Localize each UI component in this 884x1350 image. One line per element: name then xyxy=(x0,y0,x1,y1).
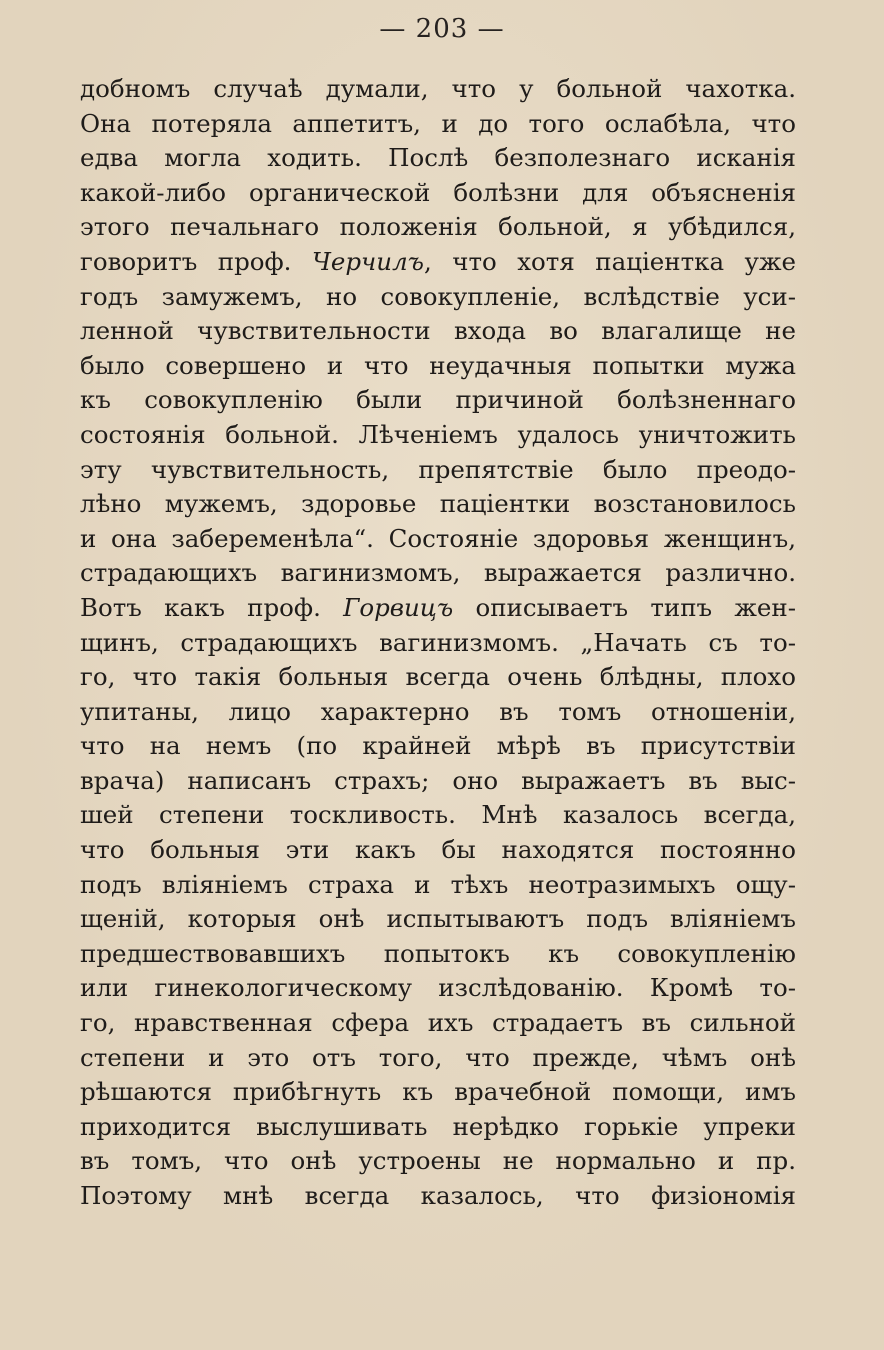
text-span: годъ замужемъ, но совокупленіе, вслѣдствіе уси- xyxy=(80,281,796,311)
text-span: этого печальнаго положенія больной, я убѣдился, xyxy=(80,212,796,242)
text-line xyxy=(80,487,796,522)
text-line xyxy=(80,971,796,1006)
text-span: лѣно мужемъ, здоровье паціентки возстановилось xyxy=(80,489,796,519)
text-line xyxy=(80,1075,796,1110)
text-line xyxy=(80,729,796,764)
text-line xyxy=(80,245,796,280)
text-line xyxy=(80,176,796,211)
text-line xyxy=(80,695,796,730)
text-line xyxy=(80,937,796,972)
text-span: что больныя эти какъ бы находятся постоянно xyxy=(80,835,796,865)
text-line xyxy=(80,833,796,868)
text-span: было совершено и что неудачныя попытки мужа xyxy=(80,350,796,380)
text-line xyxy=(80,1144,796,1179)
text-span: Она потеряла аппетитъ, и до того ослабѣла, что xyxy=(80,108,796,138)
text-span: эту чувствительность, препятствіе было преодо- xyxy=(80,454,796,484)
text-line xyxy=(80,418,796,453)
page-number: — 203 — xyxy=(379,14,505,44)
text-span: и она забеременѣла“. Состояніе здоровья женщинъ, xyxy=(80,523,796,553)
text-span: къ совокупленію были причиной болѣзненнаго xyxy=(80,385,796,415)
text-line xyxy=(80,1179,796,1214)
text-line xyxy=(80,1110,796,1145)
text-line xyxy=(80,210,796,245)
text-span: описываетъ типъ жен- xyxy=(453,592,796,622)
italic-name: Черчилъ xyxy=(311,246,425,276)
text-line xyxy=(80,72,796,107)
text-line xyxy=(80,798,796,833)
text-line xyxy=(80,1006,796,1041)
text-span: или гинекологическому изслѣдованію. Кромѣ то- xyxy=(80,973,796,1003)
text-span: го, нравственная сфера ихъ страдаетъ въ сильной xyxy=(80,1008,796,1038)
text-line xyxy=(80,280,796,315)
text-line xyxy=(80,349,796,384)
text-span: врача) написанъ страхъ; оно выражаетъ въ выс- xyxy=(80,765,796,795)
text-span: предшествовавшихъ попытокъ къ совокупленію xyxy=(80,938,796,968)
text-span: , что хотя паціентка уже xyxy=(424,246,796,276)
text-line xyxy=(80,107,796,142)
text-span: ленной чувствительности входа во влагалище не xyxy=(80,316,796,346)
text-span: страдающихъ вагинизмомъ, выражается различно. xyxy=(80,558,796,588)
text-span: подъ вліяніемъ страха и тѣхъ неотразимыхъ ощу- xyxy=(80,869,796,899)
text-span: щинъ, страдающихъ вагинизмомъ. „Начать съ то- xyxy=(80,627,796,657)
text-span: рѣшаются прибѣгнуть къ врачебной помощи, имъ xyxy=(80,1077,796,1107)
text-line xyxy=(80,626,796,661)
text-span: добномъ случаѣ думали, что у больной чахотка. xyxy=(80,74,796,103)
text-span: Вотъ какъ проф. xyxy=(80,592,344,622)
text-span: упитаны, лицо характерно въ томъ отношеніи, xyxy=(80,696,796,726)
text-line xyxy=(80,453,796,488)
body-text xyxy=(80,72,796,1214)
text-span: шей степени тоскливость. Мнѣ казалось всегда, xyxy=(80,800,796,830)
text-span: говоритъ проф. xyxy=(80,246,312,276)
text-span: едва могла ходить. Послѣ безполезнаго исканія xyxy=(80,143,796,173)
text-line xyxy=(80,902,796,937)
text-line xyxy=(80,868,796,903)
text-line xyxy=(80,1041,796,1076)
text-span: что на немъ (по крайней мѣрѣ въ присутствіи xyxy=(80,731,796,761)
text-line xyxy=(80,764,796,799)
text-line xyxy=(80,314,796,349)
text-span: щеній, которыя онѣ испытываютъ подъ вліяніемъ xyxy=(80,904,796,934)
text-line xyxy=(80,660,796,695)
italic-name: Горвицъ xyxy=(343,592,454,622)
text-span: го, что такія больныя всегда очень блѣдны, плохо xyxy=(80,662,796,692)
text-span: Поэтому мнѣ всегда казалось, что физіономія xyxy=(80,1181,796,1210)
text-span: какой-либо органической болѣзни для объясненія xyxy=(80,177,796,207)
text-line xyxy=(80,556,796,591)
text-span: состоянія больной. Лѣченіемъ удалось уничтожить xyxy=(80,419,796,449)
text-span: въ томъ, что онѣ устроены не нормально и пр. xyxy=(80,1146,796,1176)
text-span: степени и это отъ того, что прежде, чѣмъ онѣ xyxy=(80,1042,796,1072)
text-line xyxy=(80,383,796,418)
text-line xyxy=(80,522,796,557)
text-span: приходится выслушивать нерѣдко горькіе упреки xyxy=(80,1111,796,1141)
text-line xyxy=(80,141,796,176)
text-line xyxy=(80,591,796,626)
